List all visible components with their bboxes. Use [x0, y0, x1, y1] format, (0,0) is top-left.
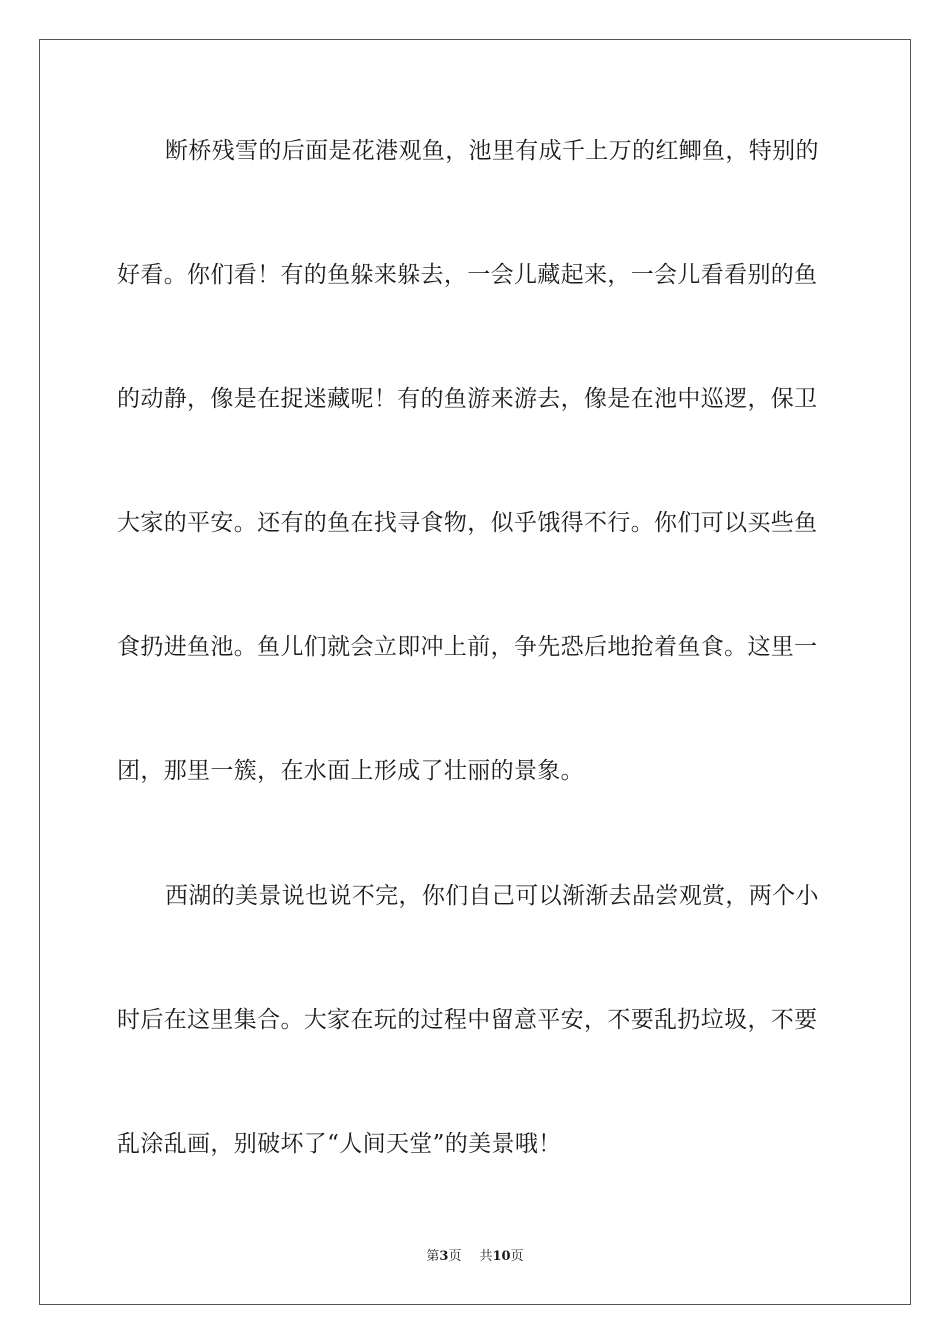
- paragraph-1-line-1: 断桥残雪的后面是花港观鱼，池里有成千上万的红鲫鱼，特别的: [165, 138, 819, 164]
- paragraph-1-line-2: 好看。你们看！有的鱼躲来躲去，一会儿藏起来，一会儿看看别的鱼: [117, 262, 818, 288]
- paragraph-1-line-3: 的动静，像是在捉迷藏呢！有的鱼游来游去，像是在池中巡逻，保卫: [117, 386, 818, 412]
- paragraph-2-line-2: 时后在这里集合。大家在玩的过程中留意平安，不要乱扔垃圾，不要: [117, 1007, 818, 1033]
- paragraph-1-line-5: 食扔进鱼池。鱼儿们就会立即冲上前，争先恐后地抢着鱼食。这里一: [117, 634, 818, 660]
- page-footer: [0, 1249, 950, 1265]
- total-suffix: 页: [510, 1249, 524, 1264]
- total-prefix: 共: [479, 1249, 493, 1264]
- page-number: 3: [439, 1249, 449, 1264]
- paragraph-1-line-4: 大家的平安。还有的鱼在找寻食物，似乎饿得不行。你们可以买些鱼: [117, 510, 818, 536]
- paragraph-2-line-1: 西湖的美景说也说不完，你们自己可以渐渐去品尝观赏，两个小: [165, 883, 819, 909]
- total-pages: 10: [492, 1249, 511, 1264]
- page-prefix: 第: [426, 1249, 440, 1264]
- paragraph-2-line-3: 乱涂乱画，别破坏了“人间天堂”的美景哦！: [117, 1131, 562, 1157]
- page-suffix: 页: [448, 1249, 462, 1264]
- page-border: [39, 39, 911, 1305]
- paragraph-1-line-6: 团，那里一簇，在水面上形成了壮丽的景象。: [117, 758, 584, 784]
